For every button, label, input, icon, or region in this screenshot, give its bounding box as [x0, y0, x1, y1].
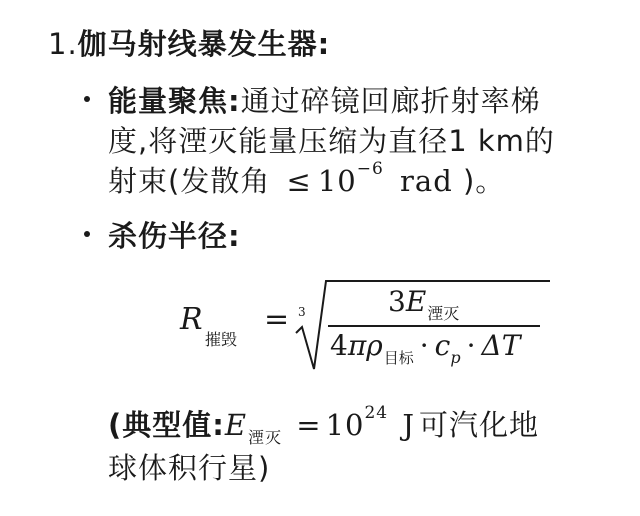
- section-heading: [48, 22, 330, 63]
- multiply-dot-1: ·: [419, 329, 429, 362]
- note-energy-subscript: 湮灭: [248, 428, 283, 447]
- formula-lhs-symbol: R: [180, 302, 203, 337]
- note-unit: J: [402, 408, 415, 442]
- bullet2-line: [108, 214, 241, 255]
- denominator-coefficient: 4: [330, 329, 348, 362]
- formula-equals: =: [264, 302, 290, 337]
- divergence-unit: rad: [400, 164, 453, 198]
- root-index: 3: [298, 305, 306, 319]
- note-line2: 球体积行星): [108, 451, 271, 485]
- heat-capacity-symbol: c: [434, 329, 451, 362]
- bullet-dot-1: [84, 96, 90, 102]
- bullet1-line3: [108, 159, 505, 200]
- multiply-dot-2: ·: [466, 329, 476, 362]
- note-open: (典型值:: [108, 408, 225, 442]
- note-equals: =: [296, 408, 322, 442]
- rho-subscript: 目标: [383, 349, 414, 367]
- numerator-energy-symbol: E: [405, 285, 427, 318]
- note-line1: [108, 403, 539, 447]
- note-line1-rest: 可汽化地: [418, 408, 539, 442]
- heat-capacity-subscript: p: [450, 348, 461, 367]
- note-exponent: 24: [364, 403, 389, 424]
- bullet-dot-2: [84, 231, 90, 237]
- section-number: 1.: [48, 27, 78, 61]
- rho-symbol: ρ: [366, 329, 383, 362]
- formula-numerator: [388, 285, 460, 323]
- pi-symbol: π: [347, 329, 367, 362]
- section-title: 伽马射线暴发生器:: [77, 27, 331, 61]
- bullet1-line3-suffix: )。: [462, 164, 506, 198]
- kill-radius-formula: [180, 275, 560, 375]
- bullet1-line2: 度,将湮灭能量压缩为直径1 km的: [108, 124, 555, 158]
- bullet1-line1-text: 通过碎镜回廊折射率梯: [240, 84, 541, 118]
- bullet1-line1: [108, 79, 541, 120]
- bullet1-line3-prefix: 射束(发散角: [108, 164, 271, 198]
- formula-denominator: [330, 329, 521, 367]
- divergence-exponent: −6: [356, 159, 384, 180]
- numerator-energy-subscript: 湮灭: [427, 304, 460, 323]
- note-base: 10: [325, 408, 365, 442]
- bullet1-lead: 能量聚焦:: [108, 84, 241, 118]
- fraction-bar: [328, 325, 540, 327]
- divergence-base: 10: [317, 164, 357, 198]
- bullet2-lead: 杀伤半径:: [108, 219, 241, 253]
- delta-temperature: ΔT: [481, 329, 521, 362]
- leq-symbol: ≤: [286, 164, 312, 198]
- formula-lhs-subscript: 摧毁: [205, 330, 238, 349]
- note-energy-symbol: E: [224, 408, 248, 442]
- numerator-coefficient: 3: [388, 285, 406, 318]
